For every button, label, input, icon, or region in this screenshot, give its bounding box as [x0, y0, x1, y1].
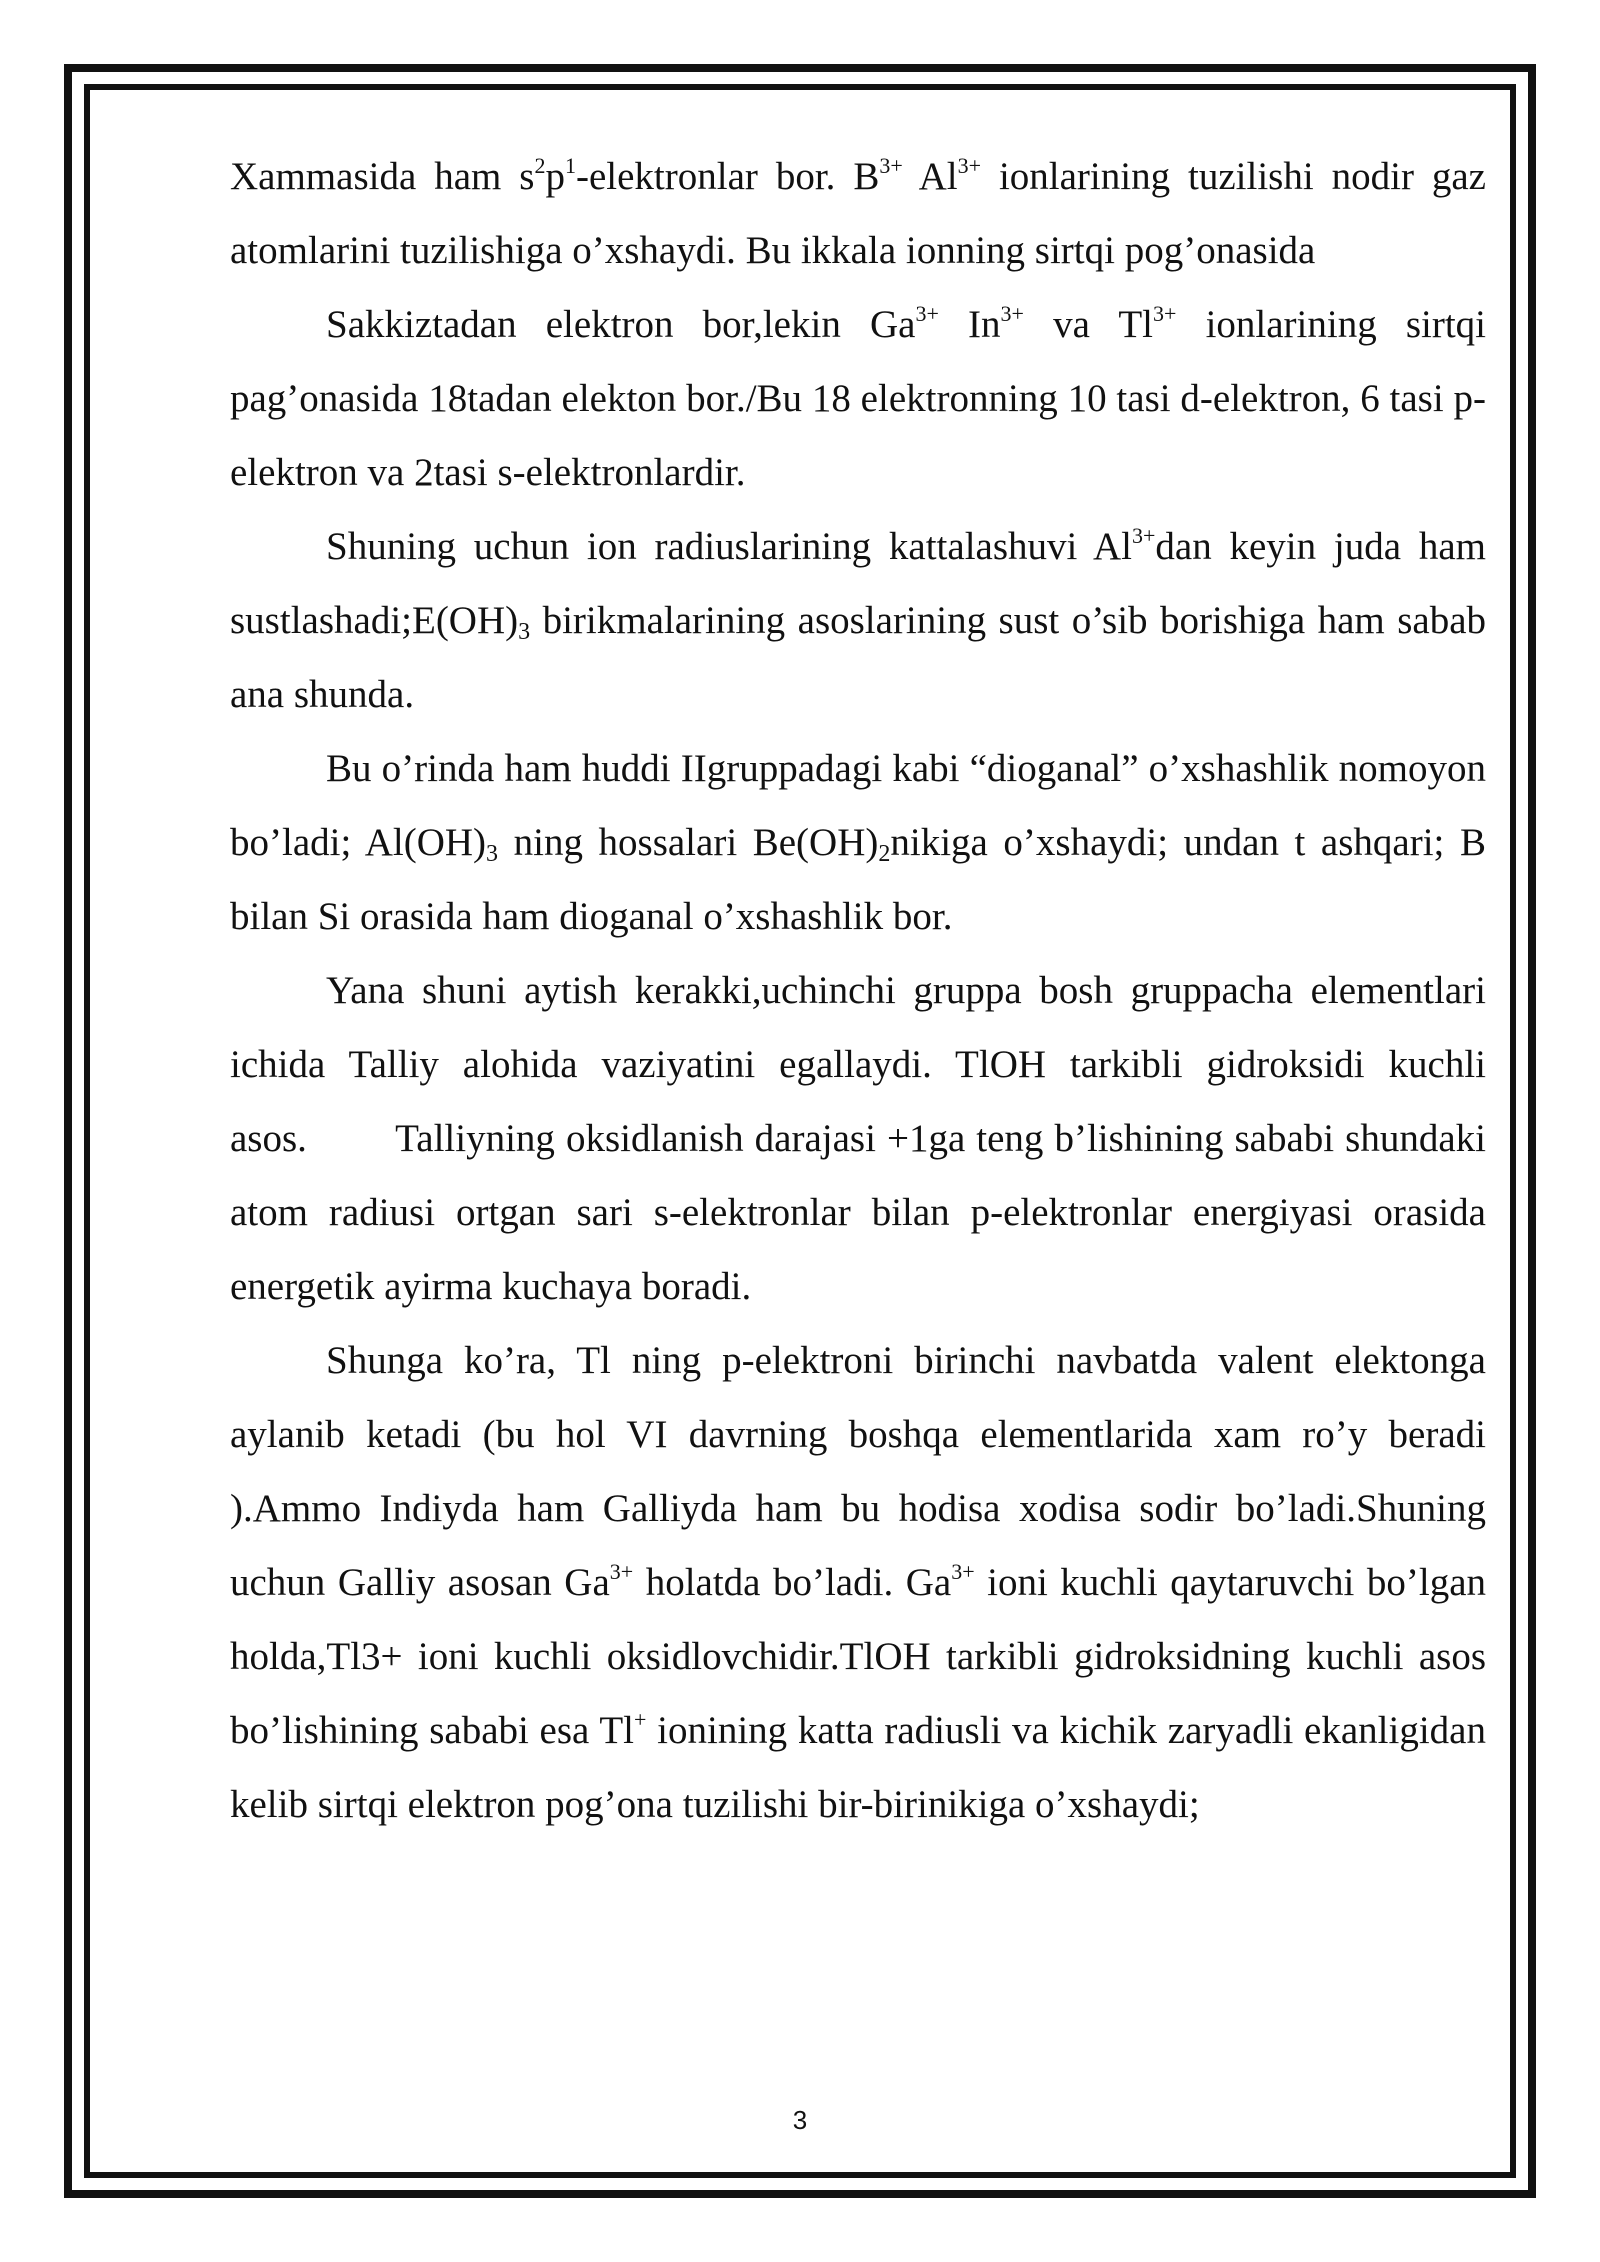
superscript: 3+ [951, 1559, 975, 1584]
paragraph-2 [230, 288, 1486, 510]
superscript: 1 [564, 153, 576, 178]
text-run: Bu o’rinda ham huddi IIgruppadagi kabi “dioganal” o’xshashlik nomoyon bo’ladi; Al(OH) [230, 747, 1486, 864]
text-run: holatda bo’ladi. Ga [633, 1561, 952, 1604]
superscript: 3+ [1131, 523, 1156, 548]
text-run: Xammasida ham s [230, 155, 535, 198]
superscript: 3+ [609, 1559, 634, 1584]
text-run: ionining katta radiusli va kichik zaryadli ekanligidan kelib sirtqi elektron pog’ona tuzilishi bir-birinikiga o’xshaydi; [230, 1709, 1486, 1826]
text-run: ionlarining tuzilishi nodir gaz atomlarini tuzilishiga o’xshaydi. Bu ikkala ionning sirtqi pog’onasida [230, 155, 1486, 272]
paragraph-6 [230, 1324, 1486, 1842]
superscript: 3+ [1000, 301, 1024, 326]
subscript: 3 [518, 619, 531, 645]
text-run: dan keyin juda ham sustlashadi;E(OH) [230, 525, 1486, 642]
text-run: Shuning uchun ion radiuslarining kattalashuvi Al [326, 525, 1132, 568]
text-run: ning hossalari Be(OH) [498, 821, 879, 864]
superscript: + [634, 1707, 647, 1732]
superscript: 3+ [957, 153, 981, 178]
document-body [230, 140, 1486, 1842]
paragraph-4 [230, 732, 1486, 954]
superscript: 3+ [915, 301, 939, 326]
text-run: ionlarining sirtqi pag’onasida 18tadan elekton bor./Bu 18 elektronning 10 tasi d-elektron, 6 tasi p-elektron va 2tasi s-elektronlardir. [230, 303, 1487, 494]
superscript: 3+ [879, 153, 903, 178]
text-run: -elektronlar bor. B [575, 155, 880, 198]
text-run: va Tl [1023, 303, 1153, 346]
superscript: 3+ [1153, 301, 1177, 326]
text-run: Shunga ko’ra, Tl ning p-elektroni birinchi navbatda valent elektonga aylanib ketadi (bu hol VI davrning boshqa elementlarida xam ro’y beradi ).Ammo Indiyda ham Galliyda ham bu hodisa xodisa sodir bo’ladi.Shuning uchun Galliy asosan Ga [230, 1339, 1486, 1604]
text-run: birikmalarining asoslarining sust o’sib borishiga ham sabab ana shunda. [230, 599, 1486, 716]
text-run: Yana shuni aytish kerakki,uchinchi gruppa bosh gruppacha elementlari ichida Talliy alohida vaziyatini egallaydi. TlOH tarkibli gidroksidi kuchli asos. [230, 969, 1486, 1160]
superscript: 2 [534, 153, 546, 178]
text-run: Sakkiztadan elektron bor,lekin Ga [326, 303, 916, 346]
paragraph-5 [230, 954, 1486, 1324]
text-run: nikiga o’xshaydi; undan t ashqari; B bilan Si orasida ham dioganal o’xshashlik bor. [230, 821, 1486, 938]
subscript: 3 [486, 841, 499, 867]
text-run: ioni kuchli qaytaruvchi bo’lgan holda,Tl3+ ioni kuchli oksidlovchidir.TlOH tarkibli gidroksidning kuchli asos bo’lishining sababi esa Tl [230, 1561, 1487, 1752]
paragraph-3 [230, 510, 1486, 732]
text-run: In [938, 303, 1001, 346]
page-number: 3 [792, 2105, 808, 2135]
paragraph-1 [230, 140, 1486, 288]
text-run: Al [902, 155, 958, 198]
subscript: 2 [878, 841, 891, 867]
text-run: Talliyning oksidlanish darajasi +1ga teng b’lishining sababi shundaki atom radiusi ortgan sari s-elektronlar bilan p-elektronlar energiyasi orasida energetik ayirma kuchaya boradi. [230, 1117, 1486, 1308]
text-run: p [545, 155, 565, 198]
